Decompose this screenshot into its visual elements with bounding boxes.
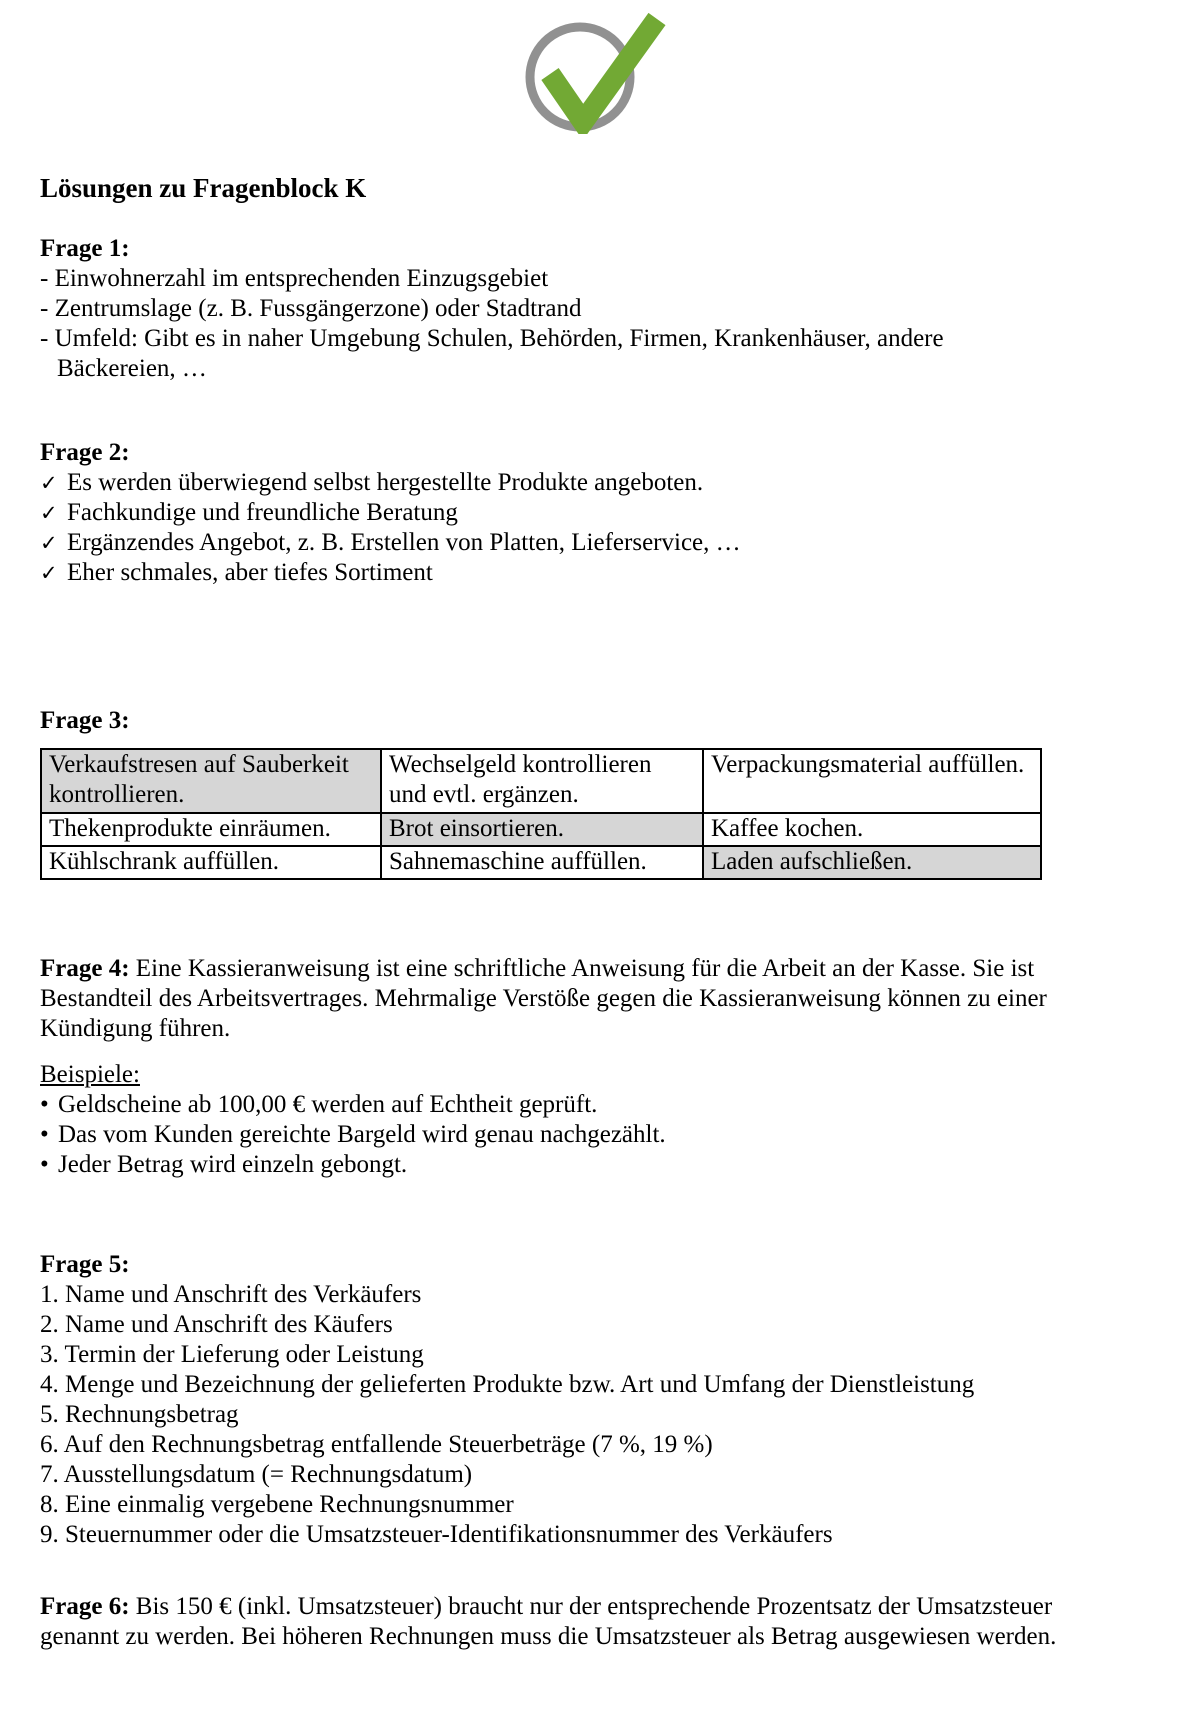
frage-6-label: Frage 6:	[40, 1593, 130, 1620]
list-item-text: Das vom Kunden gereichte Bargeld wird genau nachgezählt.	[58, 1121, 666, 1148]
table-cell: Kaffee kochen.	[703, 813, 1041, 846]
table-row	[41, 846, 1041, 879]
frage-4-paragraph	[40, 954, 1145, 1044]
checkmark-logo-svg	[520, 12, 670, 134]
list-item: 8. Eine einmalig vergebene Rechnungsnummer	[40, 1491, 514, 1518]
section-frage-1	[40, 234, 1156, 384]
list-item: - Zentrumslage (z. B. Fussgängerzone) oder Stadtrand	[40, 295, 582, 322]
check-icon: ✓	[40, 531, 58, 555]
list-item: 5. Rechnungsbetrag	[40, 1401, 239, 1428]
frage-2-heading: Frage 2:	[40, 439, 130, 466]
list-item: 4. Menge und Bezeichnung der gelieferten Produkte bzw. Art und Umfang der Dienstleistung	[40, 1371, 975, 1398]
list-item	[40, 1090, 1156, 1120]
frage-6-text: Bis 150 € (inkl. Umsatzsteuer) braucht nur der entsprechende Prozentsatz der Umsatzsteuer genannt zu werden. Bei höheren Rechnungen muss die Umsatzsteuer als Betrag ausgewiesen werden.	[40, 1593, 1057, 1650]
page-title: Lösungen zu Fragenblock K	[40, 173, 367, 203]
list-item: 3. Termin der Lieferung oder Leistung	[40, 1341, 424, 1368]
frage-5-heading: Frage 5:	[40, 1251, 130, 1278]
list-item-text: Geldscheine ab 100,00 € werden auf Echtheit geprüft.	[58, 1091, 598, 1118]
table-cell: Kühlschrank auffüllen.	[41, 846, 381, 879]
frage-1-heading: Frage 1:	[40, 235, 130, 262]
table-row	[41, 749, 1041, 813]
list-item-text: Fachkundige und freundliche Beratung	[67, 499, 458, 526]
list-item-text: Jeder Betrag wird einzeln gebongt.	[58, 1151, 408, 1178]
list-item	[40, 528, 1156, 558]
list-item: - Einwohnerzahl im entsprechenden Einzugsgebiet	[40, 265, 549, 292]
list-item: 6. Auf den Rechnungsbetrag entfallende Steuerbeträge (7 %, 19 %)	[40, 1431, 713, 1458]
table-cell: Thekenprodukte einräumen.	[41, 813, 381, 846]
table-cell: Verpackungsmaterial auffüllen.	[703, 749, 1041, 813]
table-cell: Wechselgeld kontrollieren und evtl. ergänzen.	[381, 749, 703, 813]
table-cell-shaded: Laden aufschließen.	[703, 846, 1041, 879]
section-frage-4	[40, 954, 1156, 1180]
list-item-text: Es werden überwiegend selbst hergestellte Produkte angeboten.	[67, 469, 704, 496]
bullet-icon: •	[40, 1151, 49, 1178]
list-item	[40, 558, 1156, 588]
check-icon: ✓	[40, 471, 58, 495]
check-icon: ✓	[40, 501, 58, 525]
section-frage-6	[40, 1592, 1156, 1652]
frage-6-paragraph	[40, 1592, 1130, 1652]
frage-3-table	[40, 748, 1042, 880]
frage-4-text: Eine Kassieranweisung ist eine schriftliche Anweisung für die Arbeit an der Kasse. Sie ist Bestandteil des Arbeitsvertrages. Mehrmalige Verstöße gegen die Kassieranweisung können zu einer Kündigung führen.	[40, 955, 1047, 1042]
section-frage-5	[40, 1250, 1156, 1550]
list-item: 9. Steuernummer oder die Umsatzsteuer-Identifikationsnummer des Verkäufers	[40, 1521, 833, 1548]
table-cell-shaded: Verkaufstresen auf Sauberkeit kontrollieren.	[41, 749, 381, 813]
section-frage-2	[40, 438, 1156, 588]
frage-3-heading: Frage 3:	[40, 707, 130, 734]
list-item	[40, 1120, 1156, 1150]
list-item	[40, 498, 1156, 528]
list-item: 2. Name und Anschrift des Käufers	[40, 1311, 393, 1338]
check-icon: ✓	[40, 561, 58, 585]
checkmark-logo	[520, 12, 670, 134]
list-item-text: Ergänzendes Angebot, z. B. Erstellen von Platten, Lieferservice, …	[67, 529, 741, 556]
list-item: - Umfeld: Gibt es in naher Umgebung Schulen, Behörden, Firmen, Krankenhäuser, andere	[40, 325, 944, 352]
beispiele-heading: Beispiele:	[40, 1061, 140, 1088]
table-cell: Sahnemaschine auffüllen.	[381, 846, 703, 879]
list-item-text: Eher schmales, aber tiefes Sortiment	[67, 559, 433, 586]
frage-4-label: Frage 4:	[40, 955, 130, 982]
list-item	[40, 468, 1156, 498]
list-item: 1. Name und Anschrift des Verkäufers	[40, 1281, 422, 1308]
list-item: 7. Ausstellungsdatum (= Rechnungsdatum)	[40, 1461, 473, 1488]
table-cell-shaded: Brot einsortieren.	[381, 813, 703, 846]
section-frage-3	[40, 706, 1156, 880]
bullet-icon: •	[40, 1121, 49, 1148]
list-item-continuation: Bäckereien, …	[57, 355, 207, 382]
list-item	[40, 1150, 1156, 1180]
table-row	[41, 813, 1041, 846]
bullet-icon: •	[40, 1091, 49, 1118]
